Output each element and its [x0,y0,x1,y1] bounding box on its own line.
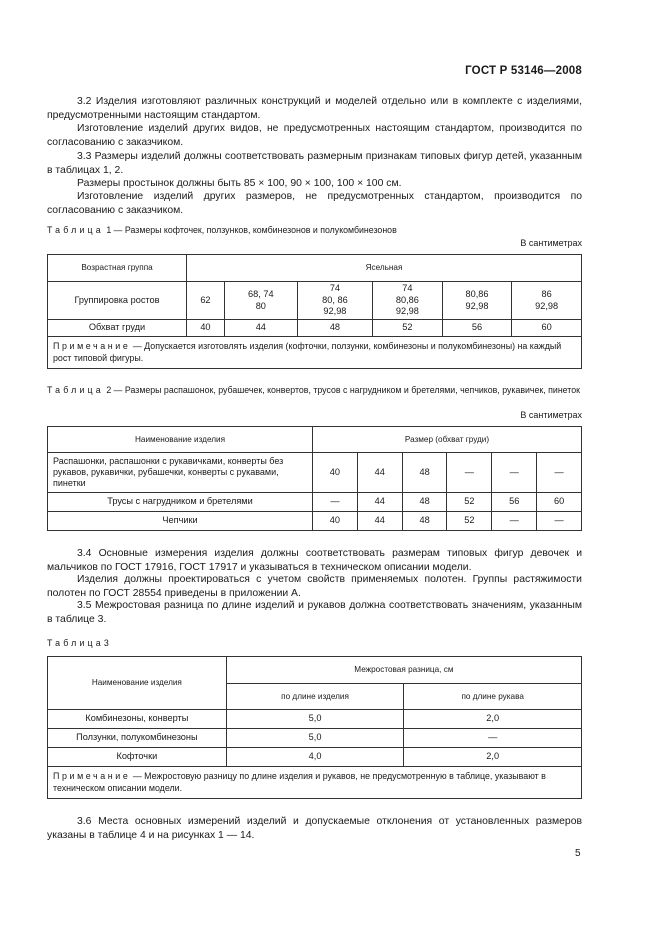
table2-cell: 44 [357,453,402,493]
table1-caption: Таблица 1 — Размеры кофточек, ползунков, комбинезонов и полукомбинезонов [47,225,397,235]
table1-head-nursery: Ясельная [187,255,582,282]
table3-caption: Таблица3 [47,638,112,648]
table3-row-label: Комбинезоны, конверты [48,710,227,729]
table-row [48,493,582,512]
table1-row-heights-label: Группировка ростов [48,282,187,320]
table-row [48,512,582,531]
table2-head-size: Размер (обхват груди) [313,427,582,453]
table1-units: В сантиметрах [520,238,582,248]
table1-head-age-group: Возрастная группа [48,255,187,282]
table3-cell: — [404,729,582,748]
table2-cell: 60 [537,493,582,512]
table1-cell: 52 [373,320,443,337]
table1 [47,254,582,369]
table-row [48,453,582,493]
table1-note: Примечание — Допускается изготовлять изделия (кофточки, ползунки, комбинезоны и полукомбинезоны) на каждый рост типовой фигуры. [48,337,582,369]
paragraph: Размеры простынок должны быть 85 × 100, 90 × 100, 100 × 100 см. [77,178,402,189]
table2-cell: — [447,453,492,493]
table3-row-label: Кофточки [48,748,227,767]
table-row [48,748,582,767]
table1-cell: 74 80,86 92,98 [373,282,443,320]
table3-note: Примечание — Межростовую разницу по длине изделия и рукавов, не предусмотренную в таблице, указывают в техническом описании модели. [48,767,582,799]
table2-cell: 48 [402,453,447,493]
paragraph-3-2: 3.2 Изделия изготовляют различных конструкций и моделей отдельно или в комплекте с изделиями, предусмотренными настоящим стандартом. [47,96,582,121]
table2-row-label: Трусы с нагрудником и бретелями [48,493,313,512]
table2-cell: 56 [492,493,537,512]
table2 [47,426,582,531]
table2-units: В сантиметрах [520,410,582,420]
table3-cell: 2,0 [404,710,582,729]
table1-row-chest-label: Обхват груди [48,320,187,337]
table1-cell: 56 [442,320,512,337]
document-id: ГОСТ Р 53146—2008 [465,65,582,77]
table2-caption: Таблица 2 — Размеры распашонок, рубашечек, конвертов, трусов с нагрудником и бретелями, чепчиков, рукавичек, пинеток [47,385,580,395]
paragraph-3-6: 3.6 Места основных измерений изделий и допускаемые отклонения от установленных размеров указаны в таблице 4 и на рисунках 1 — 14. [47,816,582,841]
table-row [48,729,582,748]
table3-cell: 2,0 [404,748,582,767]
table1-cell: 62 [187,282,225,320]
table1-cell: 80,86 92,98 [442,282,512,320]
table3-head-diff: Межростовая разница, см [226,657,581,684]
table1-cell: 68, 74 80 [224,282,297,320]
table3-head-item: Наименование изделия [48,657,227,710]
paragraph: Изготовление изделий других размеров, не предусмотренных стандартом, производится по согласованию с заказчиком. [47,191,582,216]
table2-cell: 44 [357,512,402,531]
table3-cell: 4,0 [226,748,404,767]
table2-cell: — [492,512,537,531]
table3 [47,656,582,799]
page-number: 5 [575,848,581,859]
table3-cell: 5,0 [226,710,404,729]
table2-row-label: Распашонки, распашонки с рукавичками, конверты без рукавов, рукавички, рубашечки, конверты с рукавами, пинетки [48,453,313,493]
paragraph: Изделия должны проектироваться с учетом свойств применяемых полотен. Группы растяжимости полотен по ГОСТ 28554 приведены в приложении А. [47,574,582,599]
table1-cell: 44 [224,320,297,337]
table2-cell: 44 [357,493,402,512]
table3-cell: 5,0 [226,729,404,748]
table1-cell: 40 [187,320,225,337]
table-row [48,710,582,729]
paragraph-3-5: 3.5 Межростовая разница по длине изделий и рукавов должна соответствовать значениям, указанным в таблице 3. [47,600,582,625]
table1-cell: 60 [512,320,582,337]
table1-cell: 48 [297,320,372,337]
table1-cell: 86 92,98 [512,282,582,320]
table2-cell: 48 [402,493,447,512]
table2-row-label: Чепчики [48,512,313,531]
table2-cell: — [313,493,358,512]
table2-cell: 40 [313,512,358,531]
table2-cell: 52 [447,493,492,512]
table2-cell: 48 [402,512,447,531]
paragraph-3-3: 3.3 Размеры изделий должны соответствовать размерным признакам типовых фигур детей, указанным в таблицах 1, 2. [47,151,582,176]
table2-cell: — [537,453,582,493]
paragraph: Изготовление изделий других видов, не предусмотренных настоящим стандартом, производится по согласованию с заказчиком. [47,123,582,148]
table2-cell: — [492,453,537,493]
table2-cell: — [537,512,582,531]
paragraph-3-4: 3.4 Основные измерения изделия должны соответствовать размерам типовых фигур девочек и мальчиков по ГОСТ 17916, ГОСТ 17917 и указываться в техническом описании модели. [47,548,582,573]
table1-cell: 74 80, 86 92,98 [297,282,372,320]
table2-cell: 40 [313,453,358,493]
table2-head-item: Наименование изделия [48,427,313,453]
table3-head-sleeve: по длине рукава [404,684,582,710]
table3-head-length: по длине изделия [226,684,404,710]
table3-row-label: Ползунки, полукомбинезоны [48,729,227,748]
table2-cell: 52 [447,512,492,531]
